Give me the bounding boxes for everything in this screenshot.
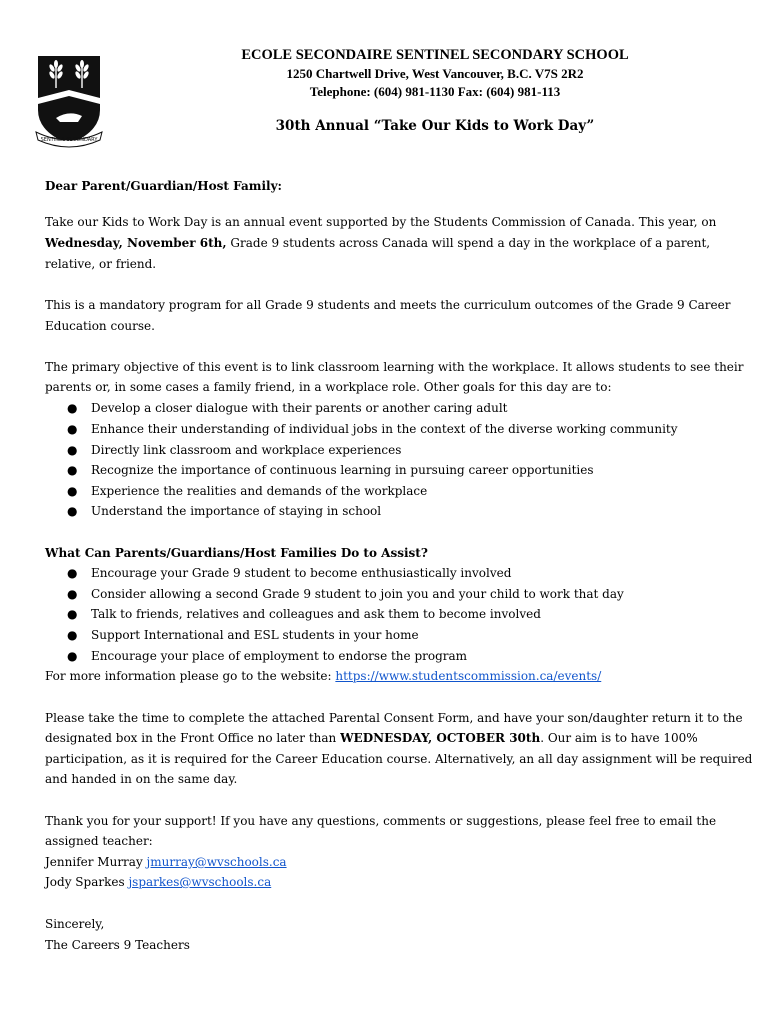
event-date: Wednesday, November 6th,: [45, 236, 227, 250]
paragraph-3-line-1: The primary objective of this event is to link classroom learning with the workplace. It allows students to see their: [45, 360, 744, 374]
bullet-icon: ●: [67, 504, 78, 518]
paragraph-5-line-2-start: designated box in the Front Office no later than: [45, 731, 341, 745]
list-item-text: Develop a closer dialogue with their parents or another caring adult: [91, 401, 508, 415]
paragraph-3-line-2: parents or, in some cases a family friend, in a workplace role. Other goals for this day are to:: [45, 380, 612, 394]
bullet-icon: ●: [67, 566, 78, 580]
contact-1: [45, 852, 287, 873]
paragraph-6-line-1: Thank you for your support! If you have any questions, comments or suggestions, please feel free to email the: [45, 814, 717, 828]
signature: The Careers 9 Teachers: [45, 938, 190, 952]
school-phone: Telephone: (604) 981-1130 Fax: (604) 981-113: [309, 84, 561, 99]
list-item-text: Support International and ESL students in your home: [91, 628, 419, 642]
bullet-icon: ●: [67, 422, 78, 436]
more-info: [45, 666, 601, 687]
paragraph-6-line-2: assigned teacher:: [45, 834, 153, 848]
paragraph-2-line-1: This is a mandatory program for all Grade 9 students and meets the curriculum outcomes of the Grade 9 Career: [45, 298, 731, 312]
paragraph-5-line-2: [45, 728, 698, 749]
school-crest-logo: [34, 52, 104, 152]
paragraph-2-line-2: Education course.: [45, 319, 155, 333]
paragraph-5-line-4: and handed in on the same day.: [45, 772, 238, 786]
list-item-text: Enhance their understanding of individual jobs in the context of the diverse working community: [91, 422, 678, 436]
list-item-text: Consider allowing a second Grade 9 student to join you and your child to work that day: [91, 587, 624, 601]
contact-2: [45, 872, 271, 893]
paragraph-5-line-3: participation, as it is required for the Career Education course. Alternatively, an all day assignment will be required: [45, 752, 753, 766]
bullet-icon: ●: [67, 587, 78, 601]
list-item-text: Talk to friends, relatives and colleagues and ask them to become involved: [91, 607, 541, 621]
list-item-text: Experience the realities and demands of the workplace: [91, 484, 428, 498]
crest-motto: SENTINEL SECONDARY: [40, 137, 98, 143]
bullet-icon: ●: [67, 401, 78, 415]
paragraph-5-line-2-end: . Our aim is to have 100%: [540, 731, 698, 745]
website-link[interactable]: https://www.studentscommission.ca/events/: [335, 669, 602, 683]
paragraph-5-line-1: Please take the time to complete the attached Parental Consent Form, and have your son/daughter return it to the: [45, 711, 743, 725]
list-item-text: Encourage your Grade 9 student to become enthusiastically involved: [91, 566, 512, 580]
paragraph-1-line-1: Take our Kids to Work Day is an annual event supported by the Students Commission of Canada. This year, on: [45, 215, 717, 229]
list-item-text: Encourage your place of employment to endorse the program: [91, 649, 468, 663]
bullet-icon: ●: [67, 443, 78, 457]
contact-2-name: Jody Sparkes: [45, 875, 129, 889]
bullet-icon: ●: [67, 607, 78, 621]
bullet-icon: ●: [67, 484, 78, 498]
school-name: ECOLE SECONDAIRE SENTINEL SECONDARY SCHOOL: [241, 47, 629, 63]
salutation: Dear Parent/Guardian/Host Family:: [45, 179, 282, 193]
bullet-icon: ●: [67, 649, 78, 663]
list-item-text: Understand the importance of staying in school: [91, 504, 382, 518]
event-title: 30th Annual “Take Our Kids to Work Day”: [275, 118, 595, 134]
list-item-text: Recognize the importance of continuous learning in pursuing career opportunities: [91, 463, 594, 477]
paragraph-1-line-3: relative, or friend.: [45, 257, 157, 271]
paragraph-1-line-2: [45, 233, 710, 254]
closing: Sincerely,: [45, 917, 105, 931]
paragraph-1-line-2-rest: Grade 9 students across Canada will spend a day in the workplace of a parent,: [226, 236, 711, 250]
deadline-date: WEDNESDAY, OCTOBER 30th: [340, 731, 541, 745]
list-item-text: Directly link classroom and workplace experiences: [91, 443, 402, 457]
bullet-icon: ●: [67, 628, 78, 642]
contact-1-name: Jennifer Murray: [45, 855, 147, 869]
contact-2-email-link[interactable]: jsparkes@wvschools.ca: [128, 875, 272, 889]
bullet-icon: ●: [67, 463, 78, 477]
contact-1-email-link[interactable]: jmurray@wvschools.ca: [146, 855, 287, 869]
school-address: 1250 Chartwell Drive, West Vancouver, B.C. V7S 2R2: [286, 66, 584, 81]
more-info-text: For more information please go to the website:: [45, 669, 336, 683]
assist-heading: What Can Parents/Guardians/Host Families Do to Assist?: [45, 546, 428, 560]
